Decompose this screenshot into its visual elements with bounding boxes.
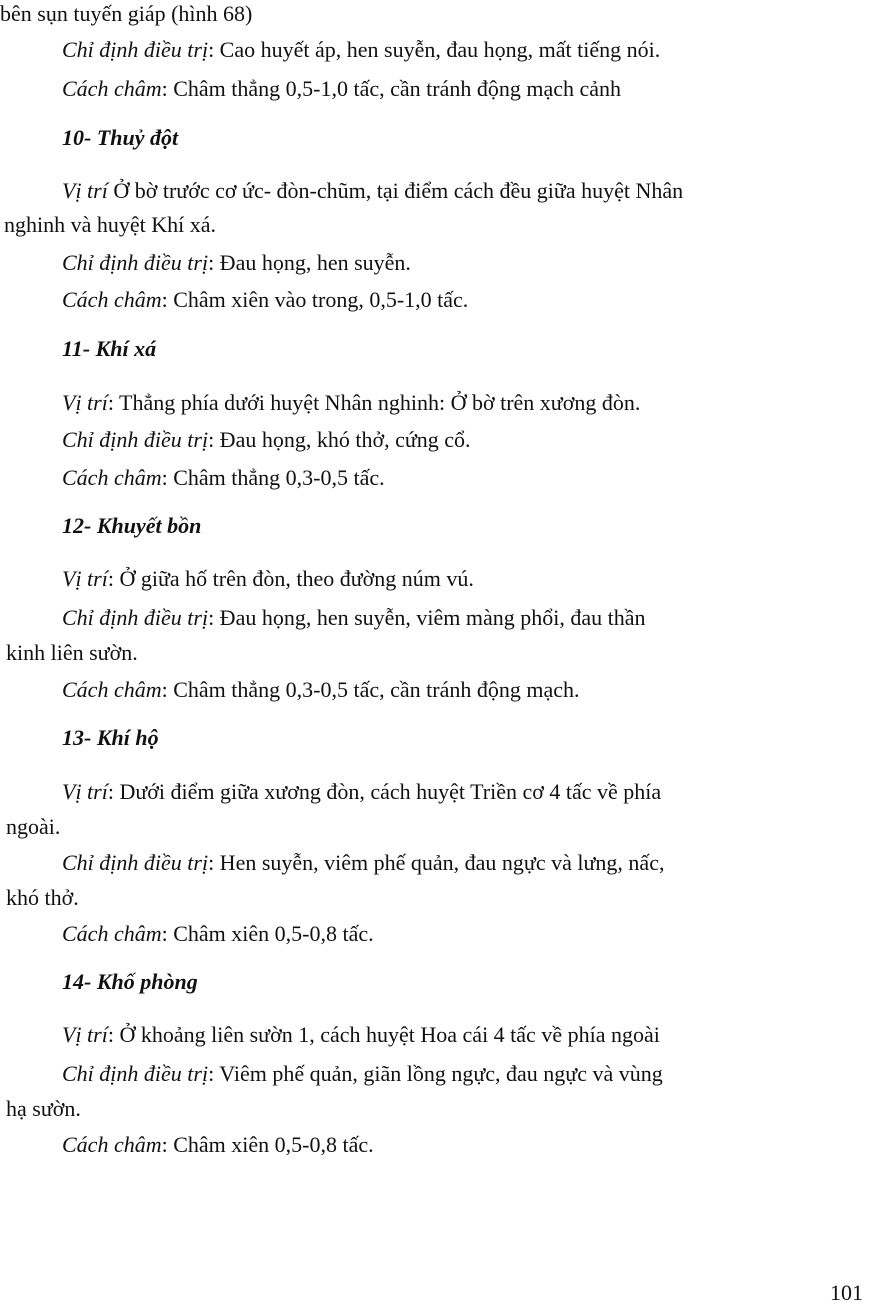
intro-line: bên sụn tuyến giáp (hình 68) [0, 1, 253, 26]
p12-chi-dinh-label: Chỉ định điều trị [62, 605, 209, 630]
p14-heading: 14- Khố phòng [62, 969, 198, 994]
p11-chi-dinh-label: Chỉ định điều trị [62, 427, 209, 452]
p13-chi-dinh [62, 849, 664, 877]
p10-vi-tri-text: Ở bờ trước cơ ức- đòn-chũm, tại điểm cách đều giữa huyệt Nhân [107, 178, 684, 203]
p9-chi-dinh-text: : Cao huyết áp, hen suyễn, đau họng, mất tiếng nói. [208, 37, 661, 62]
p13-vi-tri-cont: ngoài. [6, 814, 61, 839]
p10-vi-tri-cont: nghinh và huyệt Khí xá. [4, 212, 217, 237]
p11-cach-cham [62, 464, 385, 492]
p10-vi-tri [62, 177, 683, 205]
p10-cach-cham-text: : Châm xiên vào trong, 0,5-1,0 tấc. [161, 287, 469, 312]
p14-vi-tri-label: Vị trí [62, 1022, 108, 1047]
p11-vi-tri-label: Vị trí [62, 390, 108, 415]
p9-cach-cham [62, 75, 621, 103]
p12-cach-cham-label: Cách châm [62, 677, 162, 702]
p11-cach-cham-text: : Châm thẳng 0,3-0,5 tấc. [161, 465, 385, 490]
p11-cach-cham-label: Cách châm [62, 465, 162, 490]
p10-chi-dinh [62, 249, 411, 277]
p14-vi-tri-text: : Ở khoảng liên sườn 1, cách huyệt Hoa cái 4 tấc về phía ngoài [107, 1022, 660, 1047]
p14-chi-dinh-text: : Viêm phế quản, giãn lồng ngực, đau ngực và vùng [208, 1061, 663, 1086]
p11-heading: 11- Khí xá [62, 336, 157, 361]
p14-cach-cham [62, 1131, 374, 1159]
p14-vi-tri [62, 1021, 660, 1049]
p12-chi-dinh-cont: kinh liên sườn. [6, 640, 138, 665]
p10-chi-dinh-label: Chỉ định điều trị [62, 250, 209, 275]
p11-chi-dinh-text: : Đau họng, khó thở, cứng cổ. [208, 427, 471, 452]
p10-heading: 10- Thuỷ đột [62, 125, 179, 150]
p12-vi-tri-label: Vị trí [62, 566, 108, 591]
p14-chi-dinh-cont: hạ sườn. [6, 1096, 81, 1121]
p13-cach-cham-text: : Châm xiên 0,5-0,8 tấc. [161, 921, 374, 946]
p12-chi-dinh [62, 604, 646, 632]
p11-vi-tri-text: : Thẳng phía dưới huyệt Nhân nghinh: Ở bờ trên xương đòn. [107, 390, 641, 415]
p10-cach-cham-label: Cách châm [62, 287, 162, 312]
p14-cach-cham-label: Cách châm [62, 1132, 162, 1157]
p10-chi-dinh-text: : Đau họng, hen suyễn. [208, 250, 411, 275]
p13-chi-dinh-label: Chỉ định điều trị [62, 850, 209, 875]
p9-cach-cham-label: Cách châm [62, 76, 162, 101]
p12-cach-cham [62, 676, 579, 704]
p13-cach-cham [62, 920, 374, 948]
p12-vi-tri-text: : Ở giữa hố trên đòn, theo đường núm vú. [107, 566, 474, 591]
p9-chi-dinh-label: Chỉ định điều trị [62, 37, 209, 62]
p14-cach-cham-text: : Châm xiên 0,5-0,8 tấc. [161, 1132, 374, 1157]
p12-vi-tri [62, 565, 474, 593]
p13-cach-cham-label: Cách châm [62, 921, 162, 946]
p13-heading: 13- Khí hộ [62, 725, 159, 750]
p13-vi-tri [62, 778, 661, 806]
p10-cach-cham [62, 286, 468, 314]
p14-chi-dinh-label: Chỉ định điều trị [62, 1061, 209, 1086]
p13-chi-dinh-text: : Hen suyễn, viêm phế quản, đau ngực và lưng, nấc, [208, 850, 665, 875]
p9-cach-cham-text: : Châm thẳng 0,5-1,0 tấc, cần tránh động mạch cảnh [161, 76, 622, 101]
p12-heading: 12- Khuyết bồn [62, 513, 202, 538]
p13-vi-tri-label: Vị trí [62, 779, 108, 804]
p13-vi-tri-text: : Dưới điểm giữa xương đòn, cách huyệt Triền cơ 4 tấc về phía [107, 779, 662, 804]
p10-vi-tri-label: Vị trí [62, 178, 108, 203]
p12-chi-dinh-text: : Đau họng, hen suyễn, viêm màng phổi, đau thần [208, 605, 646, 630]
p14-chi-dinh [62, 1060, 663, 1088]
p11-chi-dinh [62, 426, 471, 454]
p12-cach-cham-text: : Châm thẳng 0,3-0,5 tấc, cần tránh động mạch. [161, 677, 580, 702]
page-number: 101 [830, 1280, 863, 1305]
p13-chi-dinh-cont: khó thở. [6, 885, 79, 910]
p11-vi-tri [62, 389, 640, 417]
p9-chi-dinh [62, 36, 660, 64]
